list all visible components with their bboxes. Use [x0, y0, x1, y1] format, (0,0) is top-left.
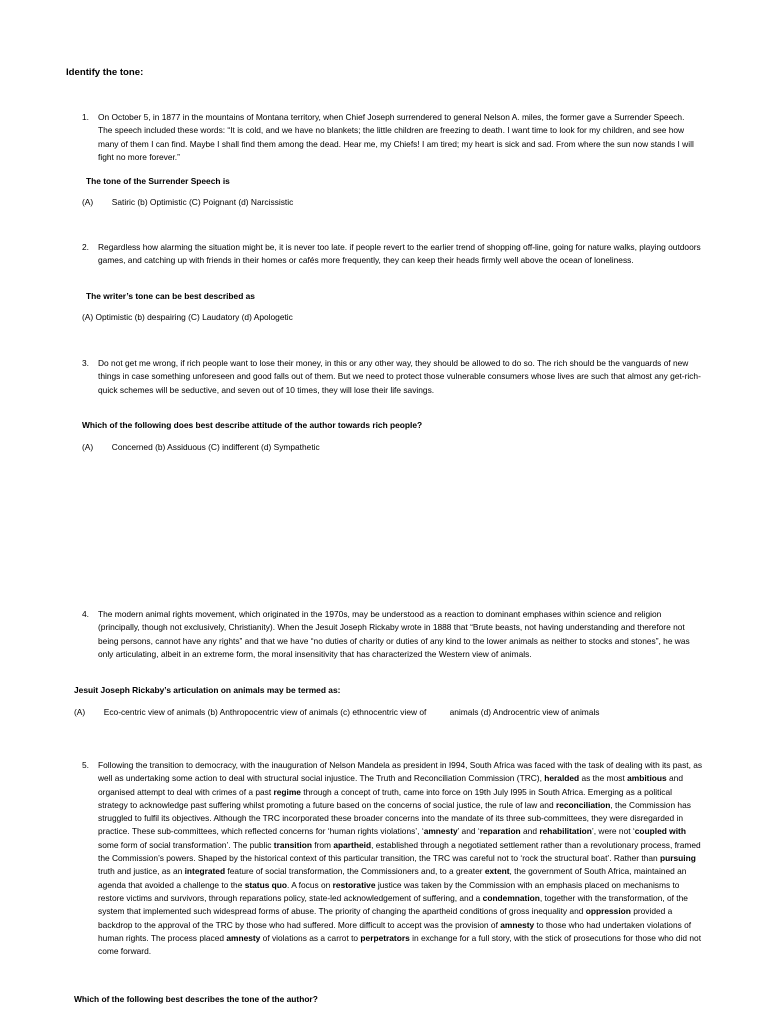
- key-term: amnesty: [226, 932, 261, 943]
- question-prompt: The tone of the Surrender Speech is: [86, 176, 230, 186]
- key-term: status quo: [244, 879, 288, 890]
- key-term: extent: [484, 866, 510, 877]
- question-number: 4.: [82, 609, 89, 619]
- answer-options: (A) Eco-centric view of animals (b) Anthropocentric view of animals (c) ethnocentric view of animals (d) Androcentric view of animals: [74, 707, 600, 717]
- question-paragraph: Following the transition to democracy, with the inauguration of Nelson Mandela as president in I994, South Africa was faced with the task of dealing with its past, as well as undertaking some action to deal with structural social injustice. The Truth and Reconciliation Commission (TRC), heralded as the most ambitious and organised attempt to deal with crimes of a past regime through a concept of truth, came into force on 19th July I995 in South Africa. Emerging as a political strategy to acknowledge past suffering whilst promoting a future based on the concerns of social justice, the rule of law and reconciliation, the Commission has struggled to fulfil its objectives. Although the TRC incorporated these broader concerns into the mandate of its three sub-committees, they were disregarded in practice. These sub-committees, which reflected concerns for ‘human rights violations’, ‘amnesty’ and ‘reparation and rehabilitation’, were not ‘coupled with some form of social transformation’. The public transition from apartheid, established through a negotiated settlement rather than a revolutionary process, framed the Commission’s powers. Shaped by the historical context of this particular transition, the TRC was careful not to ‘rock the structural boat’. Rather than pursuing truth and justice, as an integrated feature of social transformation, the Commissioners and, to a greater extent, the government of South Africa, maintained an agenda that avoided a challenge to the status quo. A focus on restorative justice was taken by the Commission with an emphasis placed on mechanisms to restore victims and survivors, through reparations policy, state-led acknowledgement of suffering, and a condemnation, together with the transformation, of the system that implemented such widespread forms of abuse. The priority of changing the apartheid conditions of gross inequality and oppression provided a backdrop to the approval of the TRC by those who had suffered. More difficult to accept was the provision of amnesty to those who had undertaken violations of human rights. The process placed amnesty of violations as a carrot to perpetrators in exchange for a full story, with the stick of prosecutions for those who did not come forward.: [98, 760, 703, 957]
- question-prompt: The writer’s tone can be best described as: [86, 291, 255, 301]
- key-term: pursuing: [660, 853, 696, 864]
- key-term: transition: [273, 839, 312, 850]
- key-term: perpetrators: [360, 932, 410, 943]
- question-number: 3.: [82, 358, 89, 368]
- question-number: 1.: [82, 112, 89, 122]
- question-prompt: Which of the following best describes the tone of the author?: [74, 994, 318, 1004]
- key-term: integrated: [184, 866, 226, 877]
- key-term: amnesty: [500, 919, 535, 930]
- key-term: amnesty: [423, 826, 458, 837]
- key-term: condemnation: [482, 892, 540, 903]
- key-term: oppression: [585, 906, 631, 917]
- answer-options: (A) Satiric (b) Optimistic (C) Poignant (d) Narcissistic: [82, 197, 294, 207]
- question-paragraph: The modern animal rights movement, which originated in the 1970s, may be understood as a reaction to dominant emphases within science and religion (principally, though not exclusively, Christianity). When the Jesuit Joseph Rickaby wrote in 1888 that “Brute beasts, not having understanding and therefore not being persons, cannot have any rights” and that we have “no duties of charity or duties of any kind to the lower animals as neither to stocks and stones”, he was only articulating, albeit in an extreme form, the moral insensitivity that has characterized the Western view of animals.: [98, 609, 690, 659]
- key-term: heralded: [544, 773, 580, 784]
- key-term: coupled with: [634, 826, 686, 837]
- question-paragraph: Regardless how alarming the situation might be, it is never too late. if people revert to the earlier trend of shopping off-line, going for nature walks, playing outdoors games, and catching up with friends in their homes or cafés more frequently, they can keep their heads firmly well above the ocean of loneliness.: [98, 242, 701, 266]
- key-term: apartheid: [333, 839, 372, 850]
- question-prompt: Jesuit Joseph Rickaby’s articulation on animals may be termed as:: [74, 685, 341, 695]
- key-term: reparation: [479, 826, 521, 837]
- question-number: 5.: [82, 760, 89, 770]
- key-term: rehabilitation: [539, 826, 592, 837]
- question-paragraph: Do not get me wrong, if rich people want to lose their money, in this or any other way, they should be allowed to do so. The rich should be the vanguards of new things in case something unforeseen and good falls out of them. But we need to protect those vulnerable consumers whose lives are such that almost any get-rich-quick schemes will be seductive, and seven out of 10 times, they will lose their life savings.: [98, 358, 701, 395]
- key-term: ambitious: [627, 773, 667, 784]
- key-term: regime: [273, 786, 301, 797]
- question-number: 2.: [82, 242, 89, 252]
- question-prompt: Which of the following does best describe attitude of the author towards rich people?: [82, 420, 423, 430]
- key-term: restorative: [332, 879, 376, 890]
- answer-options: (A) Optimistic (b) despairing (C) Laudatory (d) Apologetic: [82, 312, 293, 322]
- question-paragraph: On October 5, in 1877 in the mountains of Montana territory, when Chief Joseph surrendered to general Nelson A. miles, the former gave a Surrender Speech. The speech included these words: “It is cold, and we have no blankets; the little children are freezing to death. I want time to look for my children, and see how many of them I can find. Maybe I shall find them among the dead. Hear me, my Chiefs! I am tired; my heart is sick and sad. From where the sun now stands I will fight no more forever.”: [98, 112, 694, 162]
- page-title: Identify the tone:: [66, 67, 144, 78]
- answer-options: (A) Concerned (b) Assiduous (C) indifferent (d) Sympathetic: [82, 442, 320, 452]
- key-term: reconciliation: [555, 799, 611, 810]
